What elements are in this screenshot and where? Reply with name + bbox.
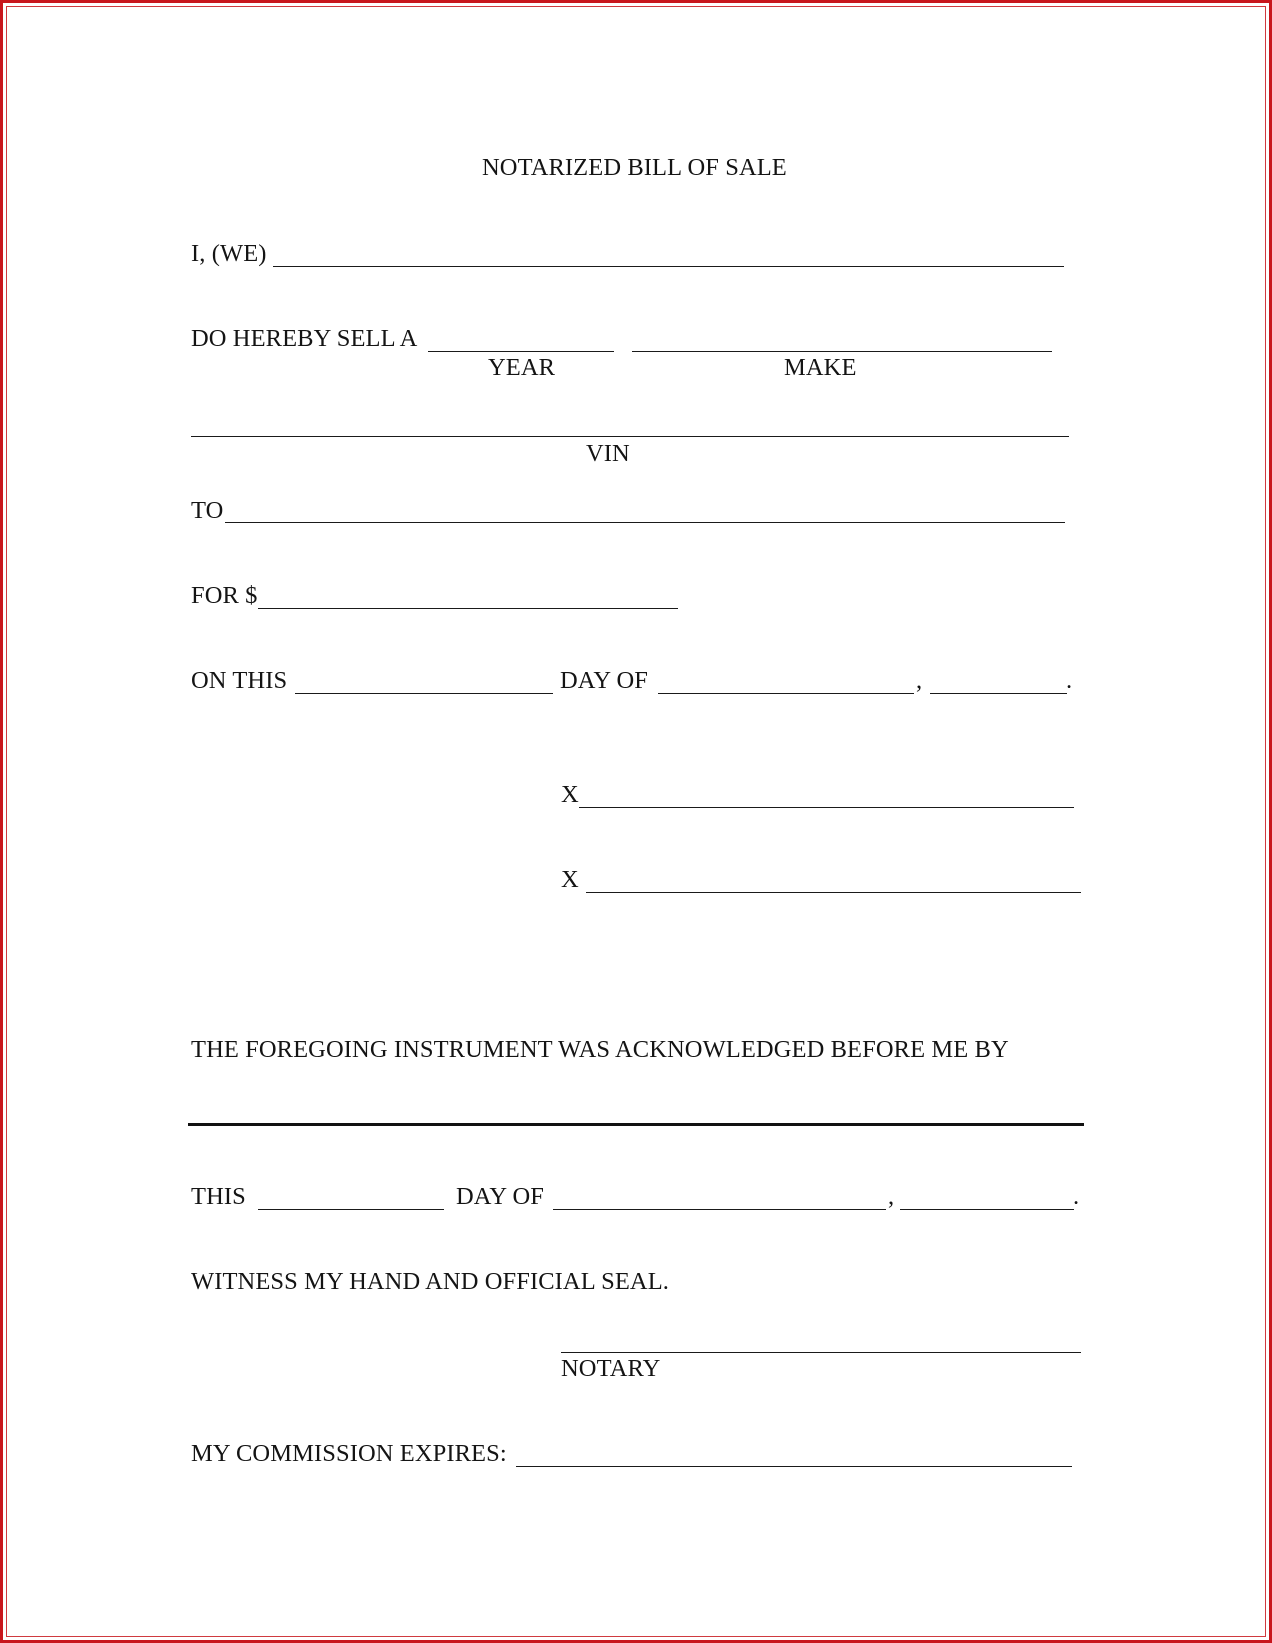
price-label: FOR $ [191, 582, 258, 609]
day-of-label-2: DAY OF [456, 1183, 544, 1210]
price-line[interactable] [258, 608, 678, 609]
signature-x-1: X [561, 781, 579, 808]
buyer-name-line[interactable] [225, 522, 1065, 523]
sale-day-line[interactable] [295, 693, 553, 694]
commission-expiry-line[interactable] [516, 1466, 1072, 1467]
day-of-label: DAY OF [560, 667, 648, 694]
notary-signature-line[interactable] [561, 1352, 1081, 1353]
notary-year-line[interactable] [900, 1209, 1074, 1210]
period: . [1066, 667, 1073, 694]
acknowledged-by-line[interactable] [188, 1123, 1084, 1126]
vin-line[interactable] [191, 436, 1069, 437]
year-caption: YEAR [488, 354, 556, 381]
commission-label: MY COMMISSION EXPIRES: [191, 1440, 507, 1467]
seller-label: I, (WE) [191, 240, 267, 267]
notary-day-line[interactable] [258, 1209, 444, 1210]
seller-signature-line-1[interactable] [579, 807, 1074, 808]
period-2: . [1073, 1183, 1080, 1210]
signature-x-2: X [561, 866, 579, 893]
seller-signature-line-2[interactable] [586, 892, 1081, 893]
year-line[interactable] [428, 351, 614, 352]
to-label: TO [191, 497, 224, 524]
on-this-label: ON THIS [191, 667, 288, 694]
sale-month-line[interactable] [658, 693, 914, 694]
comma: , [916, 667, 923, 694]
seller-name-line[interactable] [273, 266, 1064, 267]
notary-month-line[interactable] [553, 1209, 886, 1210]
sell-label: DO HEREBY SELL A [191, 325, 418, 352]
page-title: NOTARIZED BILL OF SALE [482, 154, 787, 181]
make-line[interactable] [632, 351, 1052, 352]
make-caption: MAKE [784, 354, 857, 381]
vin-caption: VIN [586, 440, 630, 467]
witness-text: WITNESS MY HAND AND OFFICIAL SEAL. [191, 1268, 669, 1295]
sale-year-line[interactable] [930, 693, 1067, 694]
comma-2: , [888, 1183, 895, 1210]
this-label: THIS [191, 1183, 246, 1210]
notary-caption: NOTARY [561, 1355, 661, 1382]
acknowledgement-text: THE FOREGOING INSTRUMENT WAS ACKNOWLEDGED BEFORE ME BY [191, 1036, 1009, 1063]
